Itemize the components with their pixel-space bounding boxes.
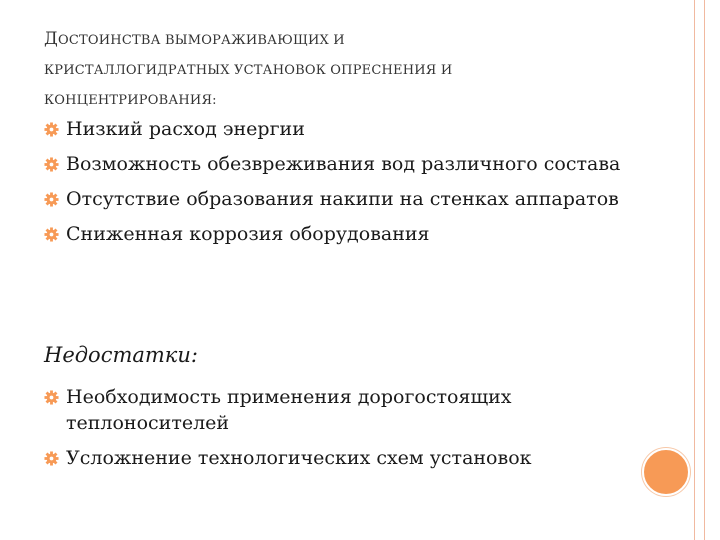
gear-icon — [44, 451, 59, 466]
title-rest: ОСТОИНСТВА ВЫМОРАЖИВАЮЩИХ И — [58, 33, 345, 48]
disadvantages-list — [44, 384, 664, 471]
frame-line-inner — [694, 0, 695, 540]
advantage-item-text: Отсутствие образования накипи на стенках аппаратов — [66, 188, 619, 210]
disadvantage-item-text: Необходимость применения дорогостоящих теплоносителей — [66, 386, 512, 434]
advantage-item — [44, 186, 664, 212]
advantage-item — [44, 221, 664, 247]
frame-line-outer — [704, 0, 705, 540]
advantage-item-text: Возможность обезвреживания вод различного состава — [66, 153, 621, 175]
disadvantages-heading: Недостатки: — [44, 343, 198, 367]
gear-icon — [44, 157, 59, 172]
gear-icon — [44, 192, 59, 207]
title-line-1 — [44, 24, 604, 56]
advantage-item-text: Низкий расход энергии — [66, 118, 305, 140]
disadvantage-item — [44, 384, 664, 436]
gear-icon — [44, 122, 59, 137]
disadvantage-item-text: Усложнение технологических схем установок — [66, 447, 532, 469]
title-line-2: КРИСТАЛЛОГИДРАТНЫХ УСТАНОВОК ОПРЕСНЕНИЯ И — [44, 63, 453, 78]
title-line-3: КОНЦЕНТРИРОВАНИЯ: — [44, 93, 217, 108]
title-cap: Д — [44, 29, 59, 49]
slide-title — [44, 24, 604, 116]
advantages-list — [44, 116, 664, 247]
gear-icon — [44, 390, 59, 405]
advantage-item-text: Сниженная коррозия оборудования — [66, 223, 430, 245]
disadvantage-item — [44, 445, 664, 471]
advantage-item — [44, 116, 664, 142]
gear-icon — [44, 227, 59, 242]
advantage-item — [44, 151, 664, 177]
